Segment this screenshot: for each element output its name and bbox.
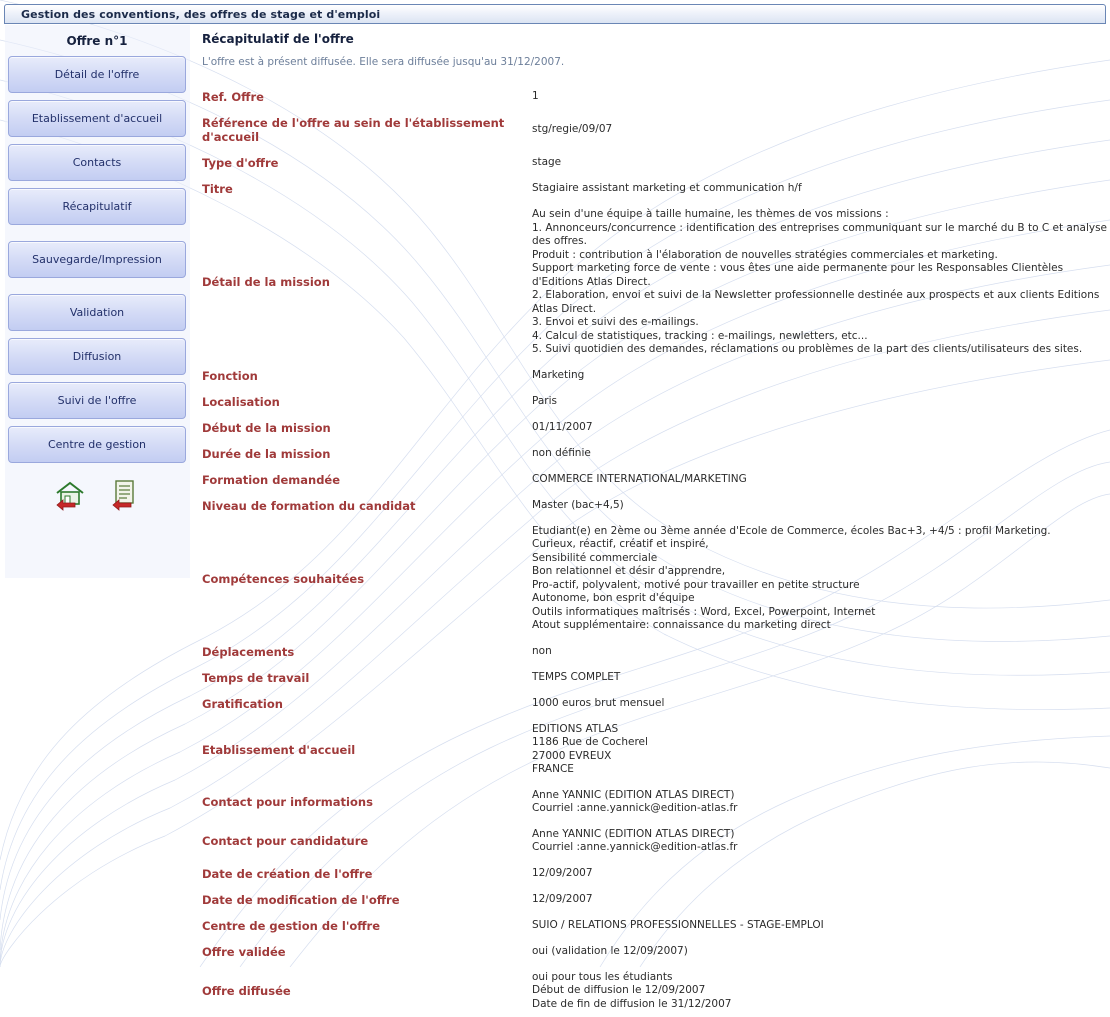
table-row <box>202 939 1107 965</box>
detail-value <box>532 493 1107 519</box>
detail-label: Déplacements <box>202 639 532 665</box>
detail-value-line: COMMERCE INTERNATIONAL/MARKETING <box>532 473 1107 487</box>
detail-label: Localisation <box>202 389 532 415</box>
detail-value-line: Début de diffusion le 12/09/2007 <box>532 984 1107 998</box>
detail-label: Référence de l'offre au sein de l'établissement d'accueil <box>202 110 532 150</box>
detail-label: Niveau de formation du candidat <box>202 493 532 519</box>
table-row <box>202 389 1107 415</box>
detail-value-line: Bon relationnel et désir d'apprendre, <box>532 565 1107 579</box>
detail-value-line: Marketing <box>532 369 1107 383</box>
detail-value-line: 01/11/2007 <box>532 421 1107 435</box>
detail-value <box>532 665 1107 691</box>
detail-value <box>532 415 1107 441</box>
table-row <box>202 110 1107 150</box>
detail-value-line: 12/09/2007 <box>532 893 1107 907</box>
detail-value-line: TEMPS COMPLET <box>532 671 1107 685</box>
detail-value-line: stg/regie/09/07 <box>532 123 1107 137</box>
detail-value <box>532 887 1107 913</box>
detail-value <box>532 717 1107 783</box>
detail-value-line: Paris <box>532 395 1107 409</box>
table-row <box>202 913 1107 939</box>
detail-value <box>532 519 1107 639</box>
detail-value-line: 1000 euros brut mensuel <box>532 697 1107 711</box>
detail-label: Offre validée <box>202 939 532 965</box>
table-row <box>202 639 1107 665</box>
detail-label: Type d'offre <box>202 150 532 176</box>
detail-label: Formation demandée <box>202 467 532 493</box>
detail-value <box>532 467 1107 493</box>
detail-label: Date de modification de l'offre <box>202 887 532 913</box>
detail-value-line: FRANCE <box>532 763 1107 777</box>
detail-value-line: Au sein d'une équipe à taille humaine, les thèmes de vos missions : <box>532 208 1107 222</box>
detail-label: Temps de travail <box>202 665 532 691</box>
detail-value-line: 4. Calcul de statistiques, tracking : e-mailings, newletters, etc... <box>532 330 1107 344</box>
detail-label: Début de la mission <box>202 415 532 441</box>
offer-details-table <box>202 84 1107 1017</box>
detail-label: Ref. Offre <box>202 84 532 110</box>
detail-label: Durée de la mission <box>202 441 532 467</box>
detail-value-line: oui (validation le 12/09/2007) <box>532 945 1107 959</box>
detail-value-line: 1186 Rue de Cocherel <box>532 736 1107 750</box>
table-row <box>202 415 1107 441</box>
detail-value <box>532 691 1107 717</box>
table-row <box>202 150 1107 176</box>
table-row <box>202 965 1107 1017</box>
table-row <box>202 783 1107 822</box>
sidebar-item-sauvegarde-impression[interactable]: Sauvegarde/Impression <box>8 241 186 278</box>
sidebar-item-centre-gestion[interactable]: Centre de gestion <box>8 426 186 463</box>
detail-label: Fonction <box>202 363 532 389</box>
detail-label: Offre diffusée <box>202 965 532 1017</box>
sidebar-item-suivi-offre[interactable]: Suivi de l'offre <box>8 382 186 419</box>
detail-value-line: oui pour tous les étudiants <box>532 971 1107 985</box>
sidebar-item-contacts[interactable]: Contacts <box>8 144 186 181</box>
detail-value-line: Master (bac+4,5) <box>532 499 1107 513</box>
detail-label: Gratification <box>202 691 532 717</box>
detail-value-line: 5. Suivi quotidien des demandes, réclamations ou problèmes de la part des clients/utilisateurs des sites. <box>532 343 1107 357</box>
detail-value <box>532 639 1107 665</box>
table-row <box>202 887 1107 913</box>
detail-value-line: Sensibilité commerciale <box>532 552 1107 566</box>
detail-value-line: Anne YANNIC (EDITION ATLAS DIRECT) <box>532 828 1107 842</box>
sidebar-item-diffusion[interactable]: Diffusion <box>8 338 186 375</box>
table-row <box>202 519 1107 639</box>
detail-value <box>532 441 1107 467</box>
table-row <box>202 717 1107 783</box>
detail-value-line: Outils informatiques maîtrisés : Word, Excel, Powerpoint, Internet <box>532 606 1107 620</box>
window-body <box>4 24 1106 1017</box>
detail-value-line: SUIO / RELATIONS PROFESSIONNELLES - STAGE-EMPLOI <box>532 919 1107 933</box>
table-row <box>202 665 1107 691</box>
detail-value-line: non définie <box>532 447 1107 461</box>
table-row <box>202 84 1107 110</box>
detail-value-line: Etudiant(e) en 2ème ou 3ème année d'Ecole de Commerce, écoles Bac+3, +4/5 : profil Marketing. <box>532 525 1107 539</box>
detail-value <box>532 84 1107 110</box>
sidebar-item-etablissement[interactable]: Etablissement d'accueil <box>8 100 186 137</box>
detail-value-line: 12/09/2007 <box>532 867 1107 881</box>
detail-value-line: 3. Envoi et suivi des e-mailings. <box>532 316 1107 330</box>
detail-value-line: Curieux, réactif, créatif et inspiré, <box>532 538 1107 552</box>
detail-value <box>532 913 1107 939</box>
detail-value-line: 27000 EVREUX <box>532 750 1107 764</box>
table-row <box>202 861 1107 887</box>
detail-value-line: Courriel :anne.yannick@edition-atlas.fr <box>532 802 1107 816</box>
detail-value <box>532 822 1107 861</box>
detail-value-line: Support marketing force de vente : vous êtes une aide permanente pour les Responsables Clientèles d'Editions Atlas Direct. <box>532 262 1107 289</box>
detail-value-line: stage <box>532 156 1107 170</box>
detail-label: Titre <box>202 176 532 202</box>
sidebar-divider-1 <box>4 232 190 241</box>
document-back-icon[interactable] <box>107 477 141 511</box>
table-row <box>202 176 1107 202</box>
home-icon[interactable] <box>53 477 87 511</box>
detail-value-line: non <box>532 645 1107 659</box>
table-row <box>202 467 1107 493</box>
sidebar-header: Offre n°1 <box>4 30 190 56</box>
table-row <box>202 691 1107 717</box>
detail-value <box>532 861 1107 887</box>
detail-label: Contact pour informations <box>202 783 532 822</box>
sidebar-item-validation[interactable]: Validation <box>8 294 186 331</box>
detail-label: Date de création de l'offre <box>202 861 532 887</box>
sidebar <box>4 24 190 521</box>
detail-value-line: 1. Annonceurs/concurrence : identification des entreprises communiquant sur le marché du B to C et analyse des offres. <box>532 222 1107 249</box>
detail-value-line: Anne YANNIC (EDITION ATLAS DIRECT) <box>532 789 1107 803</box>
window-titlebar <box>4 4 1106 24</box>
window-title: Gestion des conventions, des offres de stage et d'emploi <box>21 8 380 21</box>
detail-value-line: 2. Elaboration, envoi et suivi de la Newsletter professionnelle destinée aux prospects et aux clients Editions Atlas Direct. <box>532 289 1107 316</box>
detail-label: Etablissement d'accueil <box>202 717 532 783</box>
detail-value <box>532 389 1107 415</box>
detail-label: Centre de gestion de l'offre <box>202 913 532 939</box>
table-row <box>202 202 1107 363</box>
detail-label: Compétences souhaitées <box>202 519 532 639</box>
detail-value-line: EDITIONS ATLAS <box>532 723 1107 737</box>
detail-value <box>532 150 1107 176</box>
sidebar-divider-2 <box>4 285 190 294</box>
detail-value <box>532 110 1107 150</box>
detail-value <box>532 363 1107 389</box>
detail-label: Détail de la mission <box>202 202 532 363</box>
detail-value-line: Stagiaire assistant marketing et communication h/f <box>532 182 1107 196</box>
sidebar-icon-bar <box>4 477 190 521</box>
detail-value-line: Courriel :anne.yannick@edition-atlas.fr <box>532 841 1107 855</box>
diffusion-notice: L'offre est à présent diffusée. Elle sera diffusée jusqu'au 31/12/2007. <box>202 56 1106 84</box>
detail-value-line: Pro-actif, polyvalent, motivé pour travailler en petite structure <box>532 579 1107 593</box>
detail-value-line: Autonome, bon esprit d'équipe <box>532 592 1107 606</box>
detail-value <box>532 202 1107 363</box>
detail-value <box>532 176 1107 202</box>
detail-value-line: Atout supplémentaire: connaissance du marketing direct <box>532 619 1107 633</box>
table-row <box>202 441 1107 467</box>
table-row <box>202 363 1107 389</box>
table-row <box>202 822 1107 861</box>
detail-value <box>532 783 1107 822</box>
sidebar-item-detail-offre[interactable]: Détail de l'offre <box>8 56 186 93</box>
detail-value <box>532 939 1107 965</box>
detail-value <box>532 965 1107 1017</box>
sidebar-item-recapitulatif[interactable]: Récapitulatif <box>8 188 186 225</box>
detail-value-line: Date de fin de diffusion le 31/12/2007 <box>532 998 1107 1012</box>
detail-value-line: 1 <box>532 90 1107 104</box>
page-title: Récapitulatif de l'offre <box>202 30 1106 56</box>
detail-label: Contact pour candidature <box>202 822 532 861</box>
main-content <box>190 24 1106 1017</box>
detail-value-line: Produit : contribution à l'élaboration de nouvelles stratégies commerciales et marketing. <box>532 249 1107 263</box>
table-row <box>202 493 1107 519</box>
